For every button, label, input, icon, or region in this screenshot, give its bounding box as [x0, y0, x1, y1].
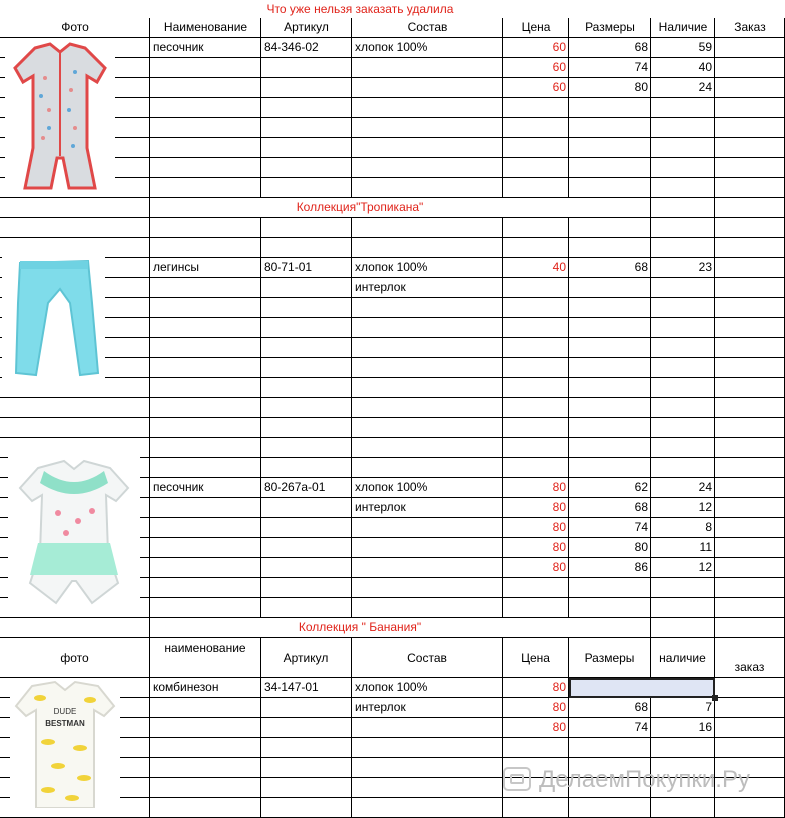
- grid-cell[interactable]: [352, 378, 503, 398]
- fill-handle[interactable]: [712, 695, 718, 701]
- grid-cell[interactable]: [503, 598, 569, 618]
- grid-cell[interactable]: [352, 578, 503, 598]
- grid-cell[interactable]: [352, 458, 503, 478]
- column-header[interactable]: фото: [0, 638, 150, 678]
- grid-cell[interactable]: [261, 318, 352, 338]
- grid-cell[interactable]: [150, 718, 261, 738]
- grid-cell[interactable]: [150, 798, 261, 818]
- column-header[interactable]: наименование: [150, 638, 261, 678]
- grid-cell[interactable]: [569, 578, 651, 598]
- stock: 23: [698, 260, 712, 274]
- grid-cell[interactable]: [715, 58, 785, 78]
- grid-cell[interactable]: [651, 358, 715, 378]
- grid-cell[interactable]: [150, 218, 261, 238]
- grid-cell[interactable]: [715, 458, 785, 478]
- grid-cell[interactable]: [651, 418, 715, 438]
- leggings-photo: [2, 243, 105, 391]
- grid-cell[interactable]: [150, 458, 261, 478]
- grid-cell[interactable]: [715, 238, 785, 258]
- grid-cell[interactable]: [651, 238, 715, 258]
- grid-cell[interactable]: [651, 198, 715, 218]
- product-article: 80-267а-01: [264, 480, 326, 494]
- stock: 24: [698, 80, 712, 94]
- grid-cell[interactable]: [715, 418, 785, 438]
- grid-cell[interactable]: [715, 178, 785, 198]
- grid-cell[interactable]: [651, 138, 715, 158]
- grid-cell[interactable]: [150, 378, 261, 398]
- grid-cell[interactable]: [352, 138, 503, 158]
- grid-cell[interactable]: [715, 518, 785, 538]
- grid-cell[interactable]: [261, 458, 352, 478]
- stock: 24: [698, 480, 712, 494]
- grid-cell[interactable]: [150, 238, 261, 258]
- stock: 8: [705, 520, 712, 534]
- grid-cell[interactable]: [352, 778, 503, 798]
- column-header: Артикул: [284, 20, 329, 34]
- grid-cell[interactable]: [150, 318, 261, 338]
- stock: 16: [698, 720, 712, 734]
- banana-jumpsuit-photo: [10, 678, 120, 808]
- grid-cell[interactable]: [569, 158, 651, 178]
- product-article: 84-346-02: [264, 40, 319, 54]
- grid-cell[interactable]: [651, 318, 715, 338]
- grid-cell[interactable]: [569, 398, 651, 418]
- grid-cell[interactable]: [150, 158, 261, 178]
- grid-cell[interactable]: [352, 238, 503, 258]
- grid-cell[interactable]: [715, 718, 785, 738]
- size: 80: [634, 80, 648, 94]
- grid-cell[interactable]: [261, 298, 352, 318]
- grid-cell[interactable]: [261, 598, 352, 618]
- price: 40: [552, 260, 566, 274]
- grid-cell[interactable]: [261, 218, 352, 238]
- grid-cell[interactable]: [261, 118, 352, 138]
- grid-cell[interactable]: [150, 558, 261, 578]
- grid-cell[interactable]: [651, 98, 715, 118]
- grid-cell[interactable]: [150, 78, 261, 98]
- grid-cell[interactable]: [261, 158, 352, 178]
- product-name: песочник: [153, 480, 204, 494]
- grid-cell[interactable]: [569, 358, 651, 378]
- banner-removed: Что уже нельзя заказать удалила: [266, 2, 454, 16]
- price: 80: [552, 520, 566, 534]
- grid-cell[interactable]: [569, 218, 651, 238]
- grid-cell[interactable]: [261, 578, 352, 598]
- grid-cell[interactable]: [352, 118, 503, 138]
- size: 74: [634, 60, 648, 74]
- grid-cell[interactable]: [715, 78, 785, 98]
- grid-cell[interactable]: [352, 78, 503, 98]
- grid-cell[interactable]: [569, 278, 651, 298]
- column-header: Заказ: [734, 20, 766, 34]
- grid-cell[interactable]: [352, 58, 503, 78]
- grid-cell[interactable]: [352, 98, 503, 118]
- grid-cell[interactable]: [503, 338, 569, 358]
- grid-cell[interactable]: [150, 398, 261, 418]
- grid-cell[interactable]: [569, 738, 651, 758]
- grid-cell[interactable]: [715, 218, 785, 238]
- grid-cell[interactable]: [503, 738, 569, 758]
- grid-cell[interactable]: [569, 98, 651, 118]
- stock: 7: [705, 700, 712, 714]
- grid-cell[interactable]: [352, 598, 503, 618]
- grid-cell[interactable]: [651, 218, 715, 238]
- column-header: Наличие: [658, 20, 708, 34]
- grid-cell[interactable]: [651, 378, 715, 398]
- product-article: 80-71-01: [264, 260, 313, 274]
- price: 60: [552, 40, 566, 54]
- watermark: [503, 765, 783, 795]
- grid-cell[interactable]: [569, 618, 651, 638]
- svg-text:DUDE: DUDE: [53, 707, 77, 716]
- grid-cell[interactable]: [261, 718, 352, 738]
- grid-cell[interactable]: [352, 518, 503, 538]
- grid-cell[interactable]: [569, 458, 651, 478]
- grid-cell[interactable]: [503, 458, 569, 478]
- price: 80: [552, 720, 566, 734]
- grid-cell[interactable]: [715, 438, 785, 458]
- column-header[interactable]: Состав: [352, 638, 503, 678]
- grid-cell[interactable]: [651, 298, 715, 318]
- grid-cell[interactable]: [569, 298, 651, 318]
- grid-cell[interactable]: [569, 798, 651, 818]
- grid-cell[interactable]: [352, 718, 503, 738]
- grid-cell[interactable]: [261, 778, 352, 798]
- grid-cell[interactable]: [715, 38, 785, 58]
- size: 80: [634, 540, 648, 554]
- grid-cell[interactable]: [651, 158, 715, 178]
- grid-cell[interactable]: [352, 538, 503, 558]
- grid-cell[interactable]: [651, 458, 715, 478]
- grid-cell[interactable]: [569, 178, 651, 198]
- grid-cell[interactable]: [0, 218, 150, 238]
- grid-cell[interactable]: [651, 338, 715, 358]
- grid-cell[interactable]: [715, 278, 785, 298]
- stock: 40: [698, 60, 712, 74]
- grid-cell[interactable]: [150, 598, 261, 618]
- grid-cell[interactable]: [352, 398, 503, 418]
- grid-cell[interactable]: [715, 98, 785, 118]
- grid-cell[interactable]: [261, 558, 352, 578]
- size: 86: [634, 560, 648, 574]
- grid-cell[interactable]: [352, 158, 503, 178]
- product-composition: хлопок 100%: [355, 680, 428, 694]
- banner-banania: Коллекция " Банания": [150, 618, 570, 637]
- grid-cell[interactable]: [261, 178, 352, 198]
- column-header[interactable]: наличие: [651, 638, 715, 678]
- column-header: Фото: [61, 20, 89, 34]
- grid-cell[interactable]: [503, 418, 569, 438]
- product-composition: интерлок: [355, 280, 406, 294]
- grid-cell[interactable]: [261, 538, 352, 558]
- grid-cell[interactable]: [715, 538, 785, 558]
- grid-cell[interactable]: [503, 298, 569, 318]
- grid-cell[interactable]: [261, 78, 352, 98]
- size: 68: [634, 700, 648, 714]
- grid-cell[interactable]: [503, 438, 569, 458]
- grid-cell[interactable]: [150, 338, 261, 358]
- grid-cell[interactable]: [715, 558, 785, 578]
- grid-cell[interactable]: [150, 758, 261, 778]
- grid-cell[interactable]: [150, 98, 261, 118]
- grid-cell[interactable]: [150, 278, 261, 298]
- grid-cell[interactable]: [0, 418, 150, 438]
- stock: 11: [699, 540, 712, 554]
- grid-cell[interactable]: [261, 58, 352, 78]
- grid-cell[interactable]: [150, 518, 261, 538]
- grid-cell[interactable]: [352, 358, 503, 378]
- grid-cell[interactable]: [569, 418, 651, 438]
- grid-cell[interactable]: [715, 198, 785, 218]
- product-composition: хлопок 100%: [355, 260, 428, 274]
- grid-cell[interactable]: [352, 218, 503, 238]
- stock: 12: [698, 560, 712, 574]
- grid-cell[interactable]: [503, 98, 569, 118]
- grid-cell[interactable]: [715, 618, 785, 638]
- grid-cell[interactable]: [261, 518, 352, 538]
- size: 62: [634, 480, 648, 494]
- column-header[interactable]: Размеры: [569, 638, 651, 678]
- grid-cell[interactable]: [569, 198, 651, 218]
- grid-cell[interactable]: [715, 298, 785, 318]
- grid-cell[interactable]: [261, 798, 352, 818]
- grid-cell[interactable]: [150, 58, 261, 78]
- grid-cell[interactable]: [503, 798, 569, 818]
- grid-cell[interactable]: [715, 378, 785, 398]
- grid-cell[interactable]: [651, 178, 715, 198]
- product-composition: интерлок: [355, 500, 406, 514]
- grid-cell[interactable]: [715, 578, 785, 598]
- svg-text:BESTMAN: BESTMAN: [45, 719, 85, 728]
- grid-cell[interactable]: [569, 238, 651, 258]
- column-header: Размеры: [585, 20, 635, 34]
- grid-cell[interactable]: [261, 238, 352, 258]
- product-composition: хлопок 100%: [355, 40, 428, 54]
- size: 68: [634, 260, 648, 274]
- grid-cell[interactable]: [352, 758, 503, 778]
- grid-cell[interactable]: [261, 418, 352, 438]
- grid-cell[interactable]: [352, 418, 503, 438]
- grid-cell[interactable]: [715, 258, 785, 278]
- price: 80: [552, 560, 566, 574]
- flamingo-romper-photo: [8, 453, 140, 613]
- grid-cell[interactable]: [651, 578, 715, 598]
- grid-cell[interactable]: [715, 318, 785, 338]
- grid-cell[interactable]: [261, 278, 352, 298]
- column-header: Цена: [521, 20, 551, 34]
- grid-cell[interactable]: [150, 438, 261, 458]
- grid-cell[interactable]: [715, 158, 785, 178]
- column-header: Наименование: [163, 20, 248, 34]
- price: 60: [552, 60, 566, 74]
- column-header[interactable]: заказ: [715, 638, 785, 678]
- product-composition: хлопок 100%: [355, 480, 428, 494]
- grid-cell[interactable]: [715, 698, 785, 718]
- grid-cell[interactable]: [651, 118, 715, 138]
- grid-cell[interactable]: [503, 318, 569, 338]
- grid-cell[interactable]: [651, 438, 715, 458]
- grid-cell[interactable]: [261, 758, 352, 778]
- grid-cell[interactable]: [715, 738, 785, 758]
- price: 80: [552, 680, 566, 694]
- grid-cell[interactable]: [150, 578, 261, 598]
- grid-cell[interactable]: [503, 378, 569, 398]
- grid-cell[interactable]: [503, 118, 569, 138]
- grid-cell[interactable]: [715, 398, 785, 418]
- grid-cell[interactable]: [352, 798, 503, 818]
- grid-cell[interactable]: [261, 338, 352, 358]
- grid-cell[interactable]: [150, 738, 261, 758]
- cell-selection[interactable]: [569, 678, 715, 698]
- price: 80: [552, 700, 566, 714]
- grid-cell[interactable]: [261, 98, 352, 118]
- grid-cell[interactable]: [715, 138, 785, 158]
- stock: 59: [698, 40, 712, 54]
- product-name: комбинезон: [153, 680, 219, 694]
- grid-cell[interactable]: [569, 378, 651, 398]
- grid-cell[interactable]: [261, 698, 352, 718]
- grid-cell[interactable]: [261, 138, 352, 158]
- grid-cell[interactable]: [150, 778, 261, 798]
- grid-cell[interactable]: [715, 678, 785, 698]
- grid-cell[interactable]: [651, 738, 715, 758]
- grid-cell[interactable]: [150, 118, 261, 138]
- grid-cell[interactable]: [150, 538, 261, 558]
- grid-cell[interactable]: [569, 138, 651, 158]
- grid-cell[interactable]: [715, 338, 785, 358]
- product-composition: интерлок: [355, 700, 406, 714]
- grid-cell[interactable]: [150, 138, 261, 158]
- grid-cell[interactable]: [715, 798, 785, 818]
- watermark-icon: [503, 767, 531, 791]
- grid-cell[interactable]: [352, 558, 503, 578]
- grid-cell[interactable]: [352, 318, 503, 338]
- grid-cell[interactable]: [0, 618, 150, 638]
- grid-cell[interactable]: [569, 318, 651, 338]
- grid-cell[interactable]: [150, 418, 261, 438]
- grid-cell[interactable]: [261, 358, 352, 378]
- grid-cell[interactable]: [569, 438, 651, 458]
- romper-photo: [5, 38, 115, 195]
- price: 80: [552, 540, 566, 554]
- grid-cell[interactable]: [261, 738, 352, 758]
- product-name: легинсы: [153, 260, 200, 274]
- price: 80: [552, 480, 566, 494]
- watermark-text: ДелаемПокупки.Ру: [539, 766, 750, 793]
- grid-cell[interactable]: [651, 398, 715, 418]
- grid-cell[interactable]: [503, 278, 569, 298]
- grid-cell[interactable]: [261, 438, 352, 458]
- grid-cell[interactable]: [352, 298, 503, 318]
- grid-cell[interactable]: [715, 478, 785, 498]
- grid-cell[interactable]: [352, 338, 503, 358]
- grid-cell[interactable]: [503, 138, 569, 158]
- grid-cell[interactable]: [569, 598, 651, 618]
- grid-cell[interactable]: [503, 578, 569, 598]
- size: 68: [634, 40, 648, 54]
- grid-cell[interactable]: [503, 178, 569, 198]
- grid-cell[interactable]: [715, 598, 785, 618]
- grid-cell[interactable]: [0, 398, 150, 418]
- product-article: 34-147-01: [264, 680, 319, 694]
- grid-cell[interactable]: [503, 238, 569, 258]
- product-name: песочник: [153, 40, 204, 54]
- grid-cell[interactable]: [503, 358, 569, 378]
- grid-cell[interactable]: [150, 298, 261, 318]
- grid-cell[interactable]: [261, 378, 352, 398]
- size: 68: [634, 500, 648, 514]
- grid-cell[interactable]: [503, 398, 569, 418]
- grid-cell[interactable]: [352, 178, 503, 198]
- grid-cell[interactable]: [569, 338, 651, 358]
- price: 60: [552, 80, 566, 94]
- size: 74: [634, 520, 648, 534]
- stock: 12: [698, 500, 712, 514]
- grid-cell[interactable]: [261, 498, 352, 518]
- grid-cell[interactable]: [715, 358, 785, 378]
- grid-cell[interactable]: [150, 498, 261, 518]
- grid-cell[interactable]: [150, 178, 261, 198]
- grid-cell[interactable]: [715, 498, 785, 518]
- size: 74: [634, 720, 648, 734]
- column-header[interactable]: Цена: [503, 638, 569, 678]
- grid-cell[interactable]: [503, 158, 569, 178]
- grid-cell[interactable]: [503, 218, 569, 238]
- grid-cell[interactable]: [651, 798, 715, 818]
- grid-cell[interactable]: [352, 438, 503, 458]
- grid-cell[interactable]: [569, 118, 651, 138]
- grid-cell[interactable]: [651, 618, 715, 638]
- banner-tropicana: Коллекция"Тропикана": [150, 198, 570, 217]
- grid-cell[interactable]: [261, 398, 352, 418]
- grid-cell[interactable]: [651, 278, 715, 298]
- price: 80: [552, 500, 566, 514]
- grid-cell[interactable]: [651, 598, 715, 618]
- grid-cell[interactable]: [0, 198, 150, 218]
- grid-cell[interactable]: [352, 738, 503, 758]
- grid-cell[interactable]: [150, 358, 261, 378]
- grid-cell[interactable]: [715, 118, 785, 138]
- column-header[interactable]: Артикул: [261, 638, 352, 678]
- column-header: Состав: [407, 20, 448, 34]
- grid-cell[interactable]: [150, 698, 261, 718]
